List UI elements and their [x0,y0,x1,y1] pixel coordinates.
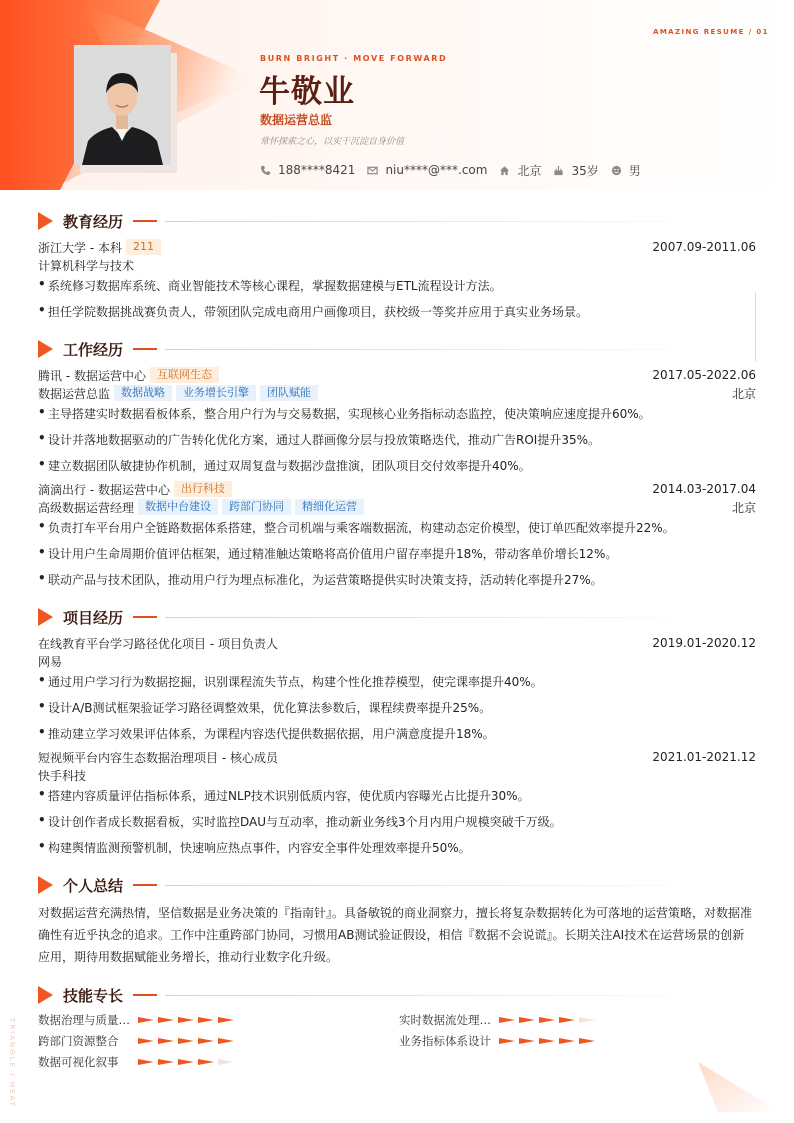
bullet-text: 通过用户学习行为数据挖掘，识别课程流失节点，构建个性化推荐模型，使完课率提升40%。 [48,675,543,689]
section-marker-icon [38,876,53,894]
list-item: • 设计并落地数据驱动的广告转化优化方案，通过人群画像分层与投放策略迭代，推动广告ROI提升35%。 [38,431,600,447]
skill-triangle-icon [138,1038,154,1044]
profile-photo [74,45,171,165]
list-item: • 负责打车平台用户全链路数据体系搭建，整合司机端与乘客端数据流，构建动态定价模型，使订单匹配效率提升22%。 [38,519,675,535]
section-dash [133,994,157,996]
work-period: 2017.05-2022.06 [652,368,756,382]
skill-triangle-icon [158,1059,174,1065]
skill-triangle-icon [559,1017,575,1023]
skill-item [399,1012,599,1028]
work-period: 2014.03-2017.04 [652,482,756,496]
skill-triangle-icon [579,1017,595,1023]
person-icon [611,165,622,176]
skill-name: 业务指标体系设计 [399,1034,491,1048]
skill-triangle-icon [499,1038,515,1044]
project-org-row [38,653,756,669]
work-badge: 出行科技 [174,481,232,497]
bullet-text: 主导搭建实时数据看板体系，整合用户行为与交易数据，实现核心业务指标动态监控，使决策响应速度提升60%。 [48,407,651,421]
section-summary [38,875,713,895]
project-header-row [38,635,756,651]
skill-triangle-icon [519,1038,535,1044]
mail-icon [367,165,378,176]
section-title: 个人总结 [63,876,124,895]
work-tag: 数据战略 [114,385,172,401]
project-name: 短视频平台内容生态数据治理项目 - 核心成员 [38,750,278,765]
skill-triangle-icon [138,1059,154,1065]
project-period: 2021.01-2021.12 [652,750,756,764]
contact-phone-text: 188****8421 [278,163,356,177]
skill-triangle-icon [579,1038,595,1044]
skill-level [499,1038,599,1044]
work-city: 北京 [731,500,756,515]
contact-age [553,162,598,179]
list-item: • 设计用户生命周期价值评估框架，通过精准触达策略将高价值用户留存率提升18%，带动客单价增长12%。 [38,545,618,561]
list-item: • 主导搭建实时数据看板体系，整合用户行为与交易数据，实现核心业务指标动态监控，使决策响应速度提升60%。 [38,405,651,421]
skill-triangle-icon [559,1038,575,1044]
bullet-text: 设计创作者成长数据看板，实时监控DAU与互动率，推动新业务线3个月内用户规模突破千万级。 [48,815,562,829]
work-title: 高级数据运营经理 [38,500,135,515]
education-period: 2007.09-2011.06 [652,240,756,254]
section-rule [165,885,713,886]
side-watermark: TRIANGLE / HEAT [8,1018,16,1108]
skill-triangle-icon [178,1059,194,1065]
skill-level [138,1038,238,1044]
work-tag: 业务增长引擎 [176,385,256,401]
bullet-text: 建立数据团队敏捷协作机制，通过双周复盘与数据沙盘推演，团队项目交付效率提升40%。 [48,459,531,473]
section-rule [165,349,713,350]
bullet-text: 设计A/B测试框架验证学习路径调整效果，优化算法参数后，课程续费率提升25%。 [48,701,492,715]
list-item: • 担任学院数据挑战赛负责人，带领团队完成电商用户画像项目，获校级一等奖并应用于真实业务场景。 [38,303,589,319]
section-education [38,211,713,231]
skill-triangle-icon [218,1059,234,1065]
section-rule [165,617,713,618]
project-org-row [38,767,756,783]
education-school: 浙江大学 - 本科 [38,240,122,255]
skill-level [138,1059,238,1065]
skill-level [499,1017,599,1023]
education-major: 计算机科学与技术 [38,258,135,273]
skill-name: 数据治理与质量… [38,1013,130,1027]
skill-triangle-icon [198,1038,214,1044]
list-item: • 系统修习数据库系统、商业智能技术等核心课程，掌握数据建模与ETL流程设计方法。 [38,277,502,293]
list-item: • 推动建立学习效果评估体系，为课程内容迭代提供数据依据，用户满意度提升18%。 [38,725,495,741]
list-item: • 通过用户学习行为数据挖掘，识别课程流失节点，构建个性化推荐模型，使完课率提升40%。 [38,673,543,689]
bullet-text: 联动产品与技术团队，推动用户行为埋点标准化，为运营策略提供实时决策支持，活动转化率提升27%。 [48,573,603,587]
work-tag: 数据中台建设 [138,499,218,515]
project-header-row [38,749,756,765]
skill-triangle-icon [218,1038,234,1044]
work-title-row [38,499,756,515]
work-tag: 精细化运营 [295,499,364,515]
contact-age-text: 35岁 [571,163,599,178]
skill-item [38,1054,238,1070]
list-item: • 设计创作者成长数据看板，实时监控DAU与互动率，推动新业务线3个月内用户规模突破千万级。 [38,813,562,829]
section-title: 工作经历 [63,340,124,359]
person-name: 牛敬业 [259,74,355,110]
section-rule [165,221,713,222]
bullet-text: 搭建内容质量评估指标体系，通过NLP技术识别低质内容，使优质内容曝光占比提升30%。 [48,789,530,803]
bullet-text: 系统修习数据库系统、商业智能技术等核心课程，掌握数据建模与ETL流程设计方法。 [48,279,502,293]
job-title: 数据运营总监 [260,113,333,127]
skill-triangle-icon [519,1017,535,1023]
corner-tag: AMAZING RESUME / 01 [653,28,769,36]
section-dash [133,884,157,886]
section-dash [133,220,157,222]
bullet-text: 担任学院数据挑战赛负责人，带领团队完成电商用户画像项目，获校级一等奖并应用于真实业务场景。 [48,305,589,319]
divider [755,292,756,362]
contact-email-text: niu****@***.com [385,163,488,177]
skill-name: 数据可视化叙事 [38,1055,119,1069]
section-skills [38,985,713,1005]
section-dash [133,616,157,618]
contact-gender [611,162,641,179]
work-badge: 互联网生态 [150,367,219,383]
work-company: 滴滴出行 - 数据运营中心 [38,482,170,497]
bullet-text: 设计并落地数据驱动的广告转化优化方案，通过人群画像分层与投放策略迭代，推动广告ROI提升35%。 [48,433,600,447]
skill-item [399,1033,599,1049]
education-major-row [38,257,756,273]
section-dash [133,348,157,350]
section-projects [38,607,713,627]
project-name: 在线教育平台学习路径优化项目 - 项目负责人 [38,636,278,651]
list-item: • 联动产品与技术团队，推动用户行为埋点标准化，为运营策略提供实时决策支持，活动转化率提升27%。 [38,571,603,587]
skill-level [138,1017,238,1023]
skill-name: 实时数据流处理… [399,1013,491,1027]
section-title: 项目经历 [63,608,124,627]
header-kicker: BURN BRIGHT · MOVE FORWARD [260,54,448,63]
section-marker-icon [38,986,53,1004]
home-icon [499,165,510,176]
skill-triangle-icon [218,1017,234,1023]
work-tag: 跨部门协同 [222,499,291,515]
list-item: • 搭建内容质量评估指标体系，通过NLP技术识别低质内容，使优质内容曝光占比提升30%。 [38,787,530,803]
skill-triangle-icon [178,1038,194,1044]
bullet-text: 设计用户生命周期价值评估框架，通过精准触达策略将高价值用户留存率提升18%，带动客单价增长12%。 [48,547,618,561]
skill-triangle-icon [198,1017,214,1023]
bullet-text: 负责打车平台用户全链路数据体系搭建，整合司机端与乘客端数据流，构建动态定价模型，使订单匹配效率提升22%。 [48,521,675,535]
bullet-text: 推动建立学习效果评估体系，为课程内容迭代提供数据依据，用户满意度提升18%。 [48,727,495,741]
section-work [38,339,713,359]
list-item: • 构建舆情监测预警机制，快速响应热点事件，内容安全事件处理效率提升50%。 [38,839,471,855]
contact-email[interactable] [367,163,487,177]
skill-triangle-icon [158,1038,174,1044]
skill-triangle-icon [198,1059,214,1065]
contact-gender-text: 男 [628,163,641,178]
work-tag: 团队赋能 [260,385,318,401]
contact-phone[interactable] [260,163,355,177]
contact-bar [260,162,653,178]
skill-item [38,1033,238,1049]
bullet-text: 构建舆情监测预警机制，快速响应热点事件，内容安全事件处理效率提升50%。 [48,841,471,855]
work-header-row [38,481,756,497]
work-city: 北京 [731,386,756,401]
section-marker-icon [38,340,53,358]
contact-city-text: 北京 [517,163,542,178]
skill-triangle-icon [158,1017,174,1023]
work-title: 数据运营总监 [38,386,111,401]
education-header-row [38,239,756,255]
section-title: 教育经历 [63,212,124,231]
cake-icon [553,165,564,176]
skill-triangle-icon [539,1038,555,1044]
motto: 常怀探索之心，以实干沉淀自身价值 [260,137,405,147]
skill-triangle-icon [178,1017,194,1023]
corner-decoration [690,1060,794,1123]
skill-triangle-icon [499,1017,515,1023]
section-marker-icon [38,212,53,230]
section-marker-icon [38,608,53,626]
summary-text: 对数据运营充满热情，坚信数据是业务决策的『指南针』。具备敏锐的商业洞察力，擅长将复杂数据转化为可落地的运营策略，对数据准确性有近乎执念的追求。工作中注重跨部门协同，习惯用AB测试验证假设，相信『数据不会说谎』。长期关注AI技术在运营场景的创新应用，期待用数据赋能业务增长，推动行业数字化升级。 [38,906,753,964]
skill-triangle-icon [138,1017,154,1023]
skill-name: 跨部门资源整合 [38,1034,119,1048]
work-header-row [38,367,756,383]
skill-item [38,1012,238,1028]
section-title: 技能专长 [63,986,124,1005]
work-company: 腾讯 - 数据运营中心 [38,368,146,383]
project-org: 快手科技 [38,768,87,783]
work-title-row [38,385,756,401]
phone-icon [260,165,271,176]
list-item: • 建立数据团队敏捷协作机制，通过双周复盘与数据沙盘推演，团队项目交付效率提升40%。 [38,457,531,473]
skill-triangle-icon [539,1017,555,1023]
project-period: 2019.01-2020.12 [652,636,756,650]
contact-city [499,162,541,179]
list-item: • 设计A/B测试框架验证学习路径调整效果，优化算法参数后，课程续费率提升25%。 [38,699,492,715]
education-badge: 211 [126,239,161,255]
project-org: 网易 [38,654,63,669]
section-rule [165,995,713,996]
